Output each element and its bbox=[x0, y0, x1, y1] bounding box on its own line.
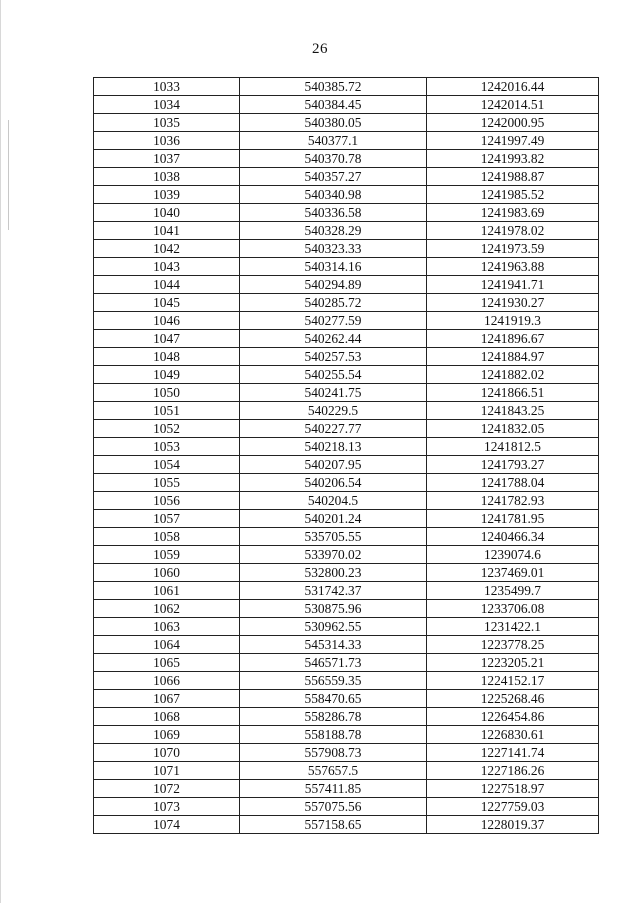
y-coordinate-cell: 1242000.95 bbox=[427, 114, 599, 132]
point-number-cell: 1074 bbox=[94, 816, 240, 834]
x-coordinate-cell: 535705.55 bbox=[240, 528, 427, 546]
y-coordinate-cell: 1223205.21 bbox=[427, 654, 599, 672]
point-number-cell: 1073 bbox=[94, 798, 240, 816]
point-number-cell: 1056 bbox=[94, 492, 240, 510]
table-row bbox=[94, 168, 599, 186]
y-coordinate-cell: 1241919.3 bbox=[427, 312, 599, 330]
point-number-cell: 1050 bbox=[94, 384, 240, 402]
table-row bbox=[94, 690, 599, 708]
x-coordinate-cell: 540340.98 bbox=[240, 186, 427, 204]
point-number-cell: 1049 bbox=[94, 366, 240, 384]
y-coordinate-cell: 1241896.67 bbox=[427, 330, 599, 348]
point-number-cell: 1043 bbox=[94, 258, 240, 276]
x-coordinate-cell: 533970.02 bbox=[240, 546, 427, 564]
table-row bbox=[94, 438, 599, 456]
point-number-cell: 1044 bbox=[94, 276, 240, 294]
table-row bbox=[94, 402, 599, 420]
table-row bbox=[94, 186, 599, 204]
point-number-cell: 1067 bbox=[94, 690, 240, 708]
point-number-cell: 1037 bbox=[94, 150, 240, 168]
y-coordinate-cell: 1227518.97 bbox=[427, 780, 599, 798]
point-number-cell: 1035 bbox=[94, 114, 240, 132]
x-coordinate-cell: 530962.55 bbox=[240, 618, 427, 636]
y-coordinate-cell: 1241781.95 bbox=[427, 510, 599, 528]
table-row bbox=[94, 636, 599, 654]
page-edge bbox=[0, 0, 1, 903]
point-number-cell: 1055 bbox=[94, 474, 240, 492]
x-coordinate-cell: 540257.53 bbox=[240, 348, 427, 366]
point-number-cell: 1038 bbox=[94, 168, 240, 186]
table-row bbox=[94, 276, 599, 294]
x-coordinate-cell: 540241.75 bbox=[240, 384, 427, 402]
table-row bbox=[94, 564, 599, 582]
table-row bbox=[94, 708, 599, 726]
y-coordinate-cell: 1242014.51 bbox=[427, 96, 599, 114]
x-coordinate-cell: 546571.73 bbox=[240, 654, 427, 672]
table-row bbox=[94, 528, 599, 546]
x-coordinate-cell: 558470.65 bbox=[240, 690, 427, 708]
x-coordinate-cell: 540204.5 bbox=[240, 492, 427, 510]
y-coordinate-cell: 1227141.74 bbox=[427, 744, 599, 762]
x-coordinate-cell: 540336.58 bbox=[240, 204, 427, 222]
point-number-cell: 1069 bbox=[94, 726, 240, 744]
point-number-cell: 1070 bbox=[94, 744, 240, 762]
y-coordinate-cell: 1241973.59 bbox=[427, 240, 599, 258]
y-coordinate-cell: 1241930.27 bbox=[427, 294, 599, 312]
table-row bbox=[94, 582, 599, 600]
table-row bbox=[94, 456, 599, 474]
x-coordinate-cell: 540285.72 bbox=[240, 294, 427, 312]
x-coordinate-cell: 540377.1 bbox=[240, 132, 427, 150]
table-row bbox=[94, 672, 599, 690]
x-coordinate-cell: 540255.54 bbox=[240, 366, 427, 384]
y-coordinate-cell: 1241788.04 bbox=[427, 474, 599, 492]
table-row bbox=[94, 294, 599, 312]
table-row bbox=[94, 366, 599, 384]
table-row bbox=[94, 330, 599, 348]
x-coordinate-cell: 557411.85 bbox=[240, 780, 427, 798]
table-row bbox=[94, 384, 599, 402]
table-row bbox=[94, 816, 599, 834]
x-coordinate-cell: 540357.27 bbox=[240, 168, 427, 186]
x-coordinate-cell: 540385.72 bbox=[240, 78, 427, 96]
table-row bbox=[94, 744, 599, 762]
x-coordinate-cell: 540262.44 bbox=[240, 330, 427, 348]
x-coordinate-cell: 530875.96 bbox=[240, 600, 427, 618]
y-coordinate-cell: 1225268.46 bbox=[427, 690, 599, 708]
x-coordinate-cell: 556559.35 bbox=[240, 672, 427, 690]
table-row bbox=[94, 258, 599, 276]
table-row bbox=[94, 798, 599, 816]
y-coordinate-cell: 1241941.71 bbox=[427, 276, 599, 294]
table-row bbox=[94, 492, 599, 510]
x-coordinate-cell: 540380.05 bbox=[240, 114, 427, 132]
table-row bbox=[94, 204, 599, 222]
y-coordinate-cell: 1228019.37 bbox=[427, 816, 599, 834]
coordinates-table-body bbox=[94, 78, 599, 834]
table-row bbox=[94, 780, 599, 798]
point-number-cell: 1062 bbox=[94, 600, 240, 618]
y-coordinate-cell: 1233706.08 bbox=[427, 600, 599, 618]
y-coordinate-cell: 1241882.02 bbox=[427, 366, 599, 384]
point-number-cell: 1065 bbox=[94, 654, 240, 672]
point-number-cell: 1041 bbox=[94, 222, 240, 240]
x-coordinate-cell: 540201.24 bbox=[240, 510, 427, 528]
y-coordinate-cell: 1226454.86 bbox=[427, 708, 599, 726]
point-number-cell: 1057 bbox=[94, 510, 240, 528]
table-row bbox=[94, 726, 599, 744]
x-coordinate-cell: 531742.37 bbox=[240, 582, 427, 600]
x-coordinate-cell: 540207.95 bbox=[240, 456, 427, 474]
point-number-cell: 1072 bbox=[94, 780, 240, 798]
table-row bbox=[94, 600, 599, 618]
x-coordinate-cell: 540206.54 bbox=[240, 474, 427, 492]
point-number-cell: 1047 bbox=[94, 330, 240, 348]
y-coordinate-cell: 1231422.1 bbox=[427, 618, 599, 636]
y-coordinate-cell: 1227759.03 bbox=[427, 798, 599, 816]
point-number-cell: 1053 bbox=[94, 438, 240, 456]
x-coordinate-cell: 540294.89 bbox=[240, 276, 427, 294]
point-number-cell: 1064 bbox=[94, 636, 240, 654]
x-coordinate-cell: 540328.29 bbox=[240, 222, 427, 240]
y-coordinate-cell: 1241793.27 bbox=[427, 456, 599, 474]
x-coordinate-cell: 557075.56 bbox=[240, 798, 427, 816]
table-row bbox=[94, 762, 599, 780]
y-coordinate-cell: 1237469.01 bbox=[427, 564, 599, 582]
point-number-cell: 1052 bbox=[94, 420, 240, 438]
point-number-cell: 1071 bbox=[94, 762, 240, 780]
x-coordinate-cell: 558286.78 bbox=[240, 708, 427, 726]
y-coordinate-cell: 1241985.52 bbox=[427, 186, 599, 204]
y-coordinate-cell: 1241988.87 bbox=[427, 168, 599, 186]
x-coordinate-cell: 540229.5 bbox=[240, 402, 427, 420]
y-coordinate-cell: 1241843.25 bbox=[427, 402, 599, 420]
point-number-cell: 1058 bbox=[94, 528, 240, 546]
y-coordinate-cell: 1235499.7 bbox=[427, 582, 599, 600]
x-coordinate-cell: 557908.73 bbox=[240, 744, 427, 762]
coordinates-table bbox=[93, 77, 599, 834]
table-row bbox=[94, 654, 599, 672]
point-number-cell: 1060 bbox=[94, 564, 240, 582]
x-coordinate-cell: 557158.65 bbox=[240, 816, 427, 834]
y-coordinate-cell: 1241884.97 bbox=[427, 348, 599, 366]
point-number-cell: 1061 bbox=[94, 582, 240, 600]
x-coordinate-cell: 540277.59 bbox=[240, 312, 427, 330]
y-coordinate-cell: 1241993.82 bbox=[427, 150, 599, 168]
y-coordinate-cell: 1241963.88 bbox=[427, 258, 599, 276]
table-row bbox=[94, 150, 599, 168]
point-number-cell: 1046 bbox=[94, 312, 240, 330]
scan-mark bbox=[8, 120, 9, 230]
y-coordinate-cell: 1226830.61 bbox=[427, 726, 599, 744]
y-coordinate-cell: 1241983.69 bbox=[427, 204, 599, 222]
y-coordinate-cell: 1227186.26 bbox=[427, 762, 599, 780]
table-row bbox=[94, 132, 599, 150]
y-coordinate-cell: 1241812.5 bbox=[427, 438, 599, 456]
point-number-cell: 1068 bbox=[94, 708, 240, 726]
point-number-cell: 1054 bbox=[94, 456, 240, 474]
table-row bbox=[94, 78, 599, 96]
table-row bbox=[94, 222, 599, 240]
y-coordinate-cell: 1241782.93 bbox=[427, 492, 599, 510]
point-number-cell: 1040 bbox=[94, 204, 240, 222]
table-row bbox=[94, 312, 599, 330]
y-coordinate-cell: 1242016.44 bbox=[427, 78, 599, 96]
x-coordinate-cell: 540323.33 bbox=[240, 240, 427, 258]
x-coordinate-cell: 557657.5 bbox=[240, 762, 427, 780]
y-coordinate-cell: 1223778.25 bbox=[427, 636, 599, 654]
y-coordinate-cell: 1241866.51 bbox=[427, 384, 599, 402]
x-coordinate-cell: 532800.23 bbox=[240, 564, 427, 582]
x-coordinate-cell: 540218.13 bbox=[240, 438, 427, 456]
point-number-cell: 1048 bbox=[94, 348, 240, 366]
table-row bbox=[94, 618, 599, 636]
point-number-cell: 1033 bbox=[94, 78, 240, 96]
point-number-cell: 1066 bbox=[94, 672, 240, 690]
table-row bbox=[94, 96, 599, 114]
point-number-cell: 1063 bbox=[94, 618, 240, 636]
x-coordinate-cell: 540370.78 bbox=[240, 150, 427, 168]
y-coordinate-cell: 1240466.34 bbox=[427, 528, 599, 546]
x-coordinate-cell: 540227.77 bbox=[240, 420, 427, 438]
x-coordinate-cell: 558188.78 bbox=[240, 726, 427, 744]
page-number: 26 bbox=[312, 41, 328, 57]
y-coordinate-cell: 1241978.02 bbox=[427, 222, 599, 240]
point-number-cell: 1045 bbox=[94, 294, 240, 312]
table-row bbox=[94, 114, 599, 132]
table-row bbox=[94, 546, 599, 564]
table-row bbox=[94, 420, 599, 438]
table-row bbox=[94, 510, 599, 528]
x-coordinate-cell: 540384.45 bbox=[240, 96, 427, 114]
point-number-cell: 1036 bbox=[94, 132, 240, 150]
table-row bbox=[94, 474, 599, 492]
table-row bbox=[94, 240, 599, 258]
y-coordinate-cell: 1241832.05 bbox=[427, 420, 599, 438]
y-coordinate-cell: 1241997.49 bbox=[427, 132, 599, 150]
point-number-cell: 1042 bbox=[94, 240, 240, 258]
x-coordinate-cell: 545314.33 bbox=[240, 636, 427, 654]
point-number-cell: 1059 bbox=[94, 546, 240, 564]
point-number-cell: 1039 bbox=[94, 186, 240, 204]
x-coordinate-cell: 540314.16 bbox=[240, 258, 427, 276]
table-row bbox=[94, 348, 599, 366]
point-number-cell: 1051 bbox=[94, 402, 240, 420]
point-number-cell: 1034 bbox=[94, 96, 240, 114]
y-coordinate-cell: 1239074.6 bbox=[427, 546, 599, 564]
y-coordinate-cell: 1224152.17 bbox=[427, 672, 599, 690]
